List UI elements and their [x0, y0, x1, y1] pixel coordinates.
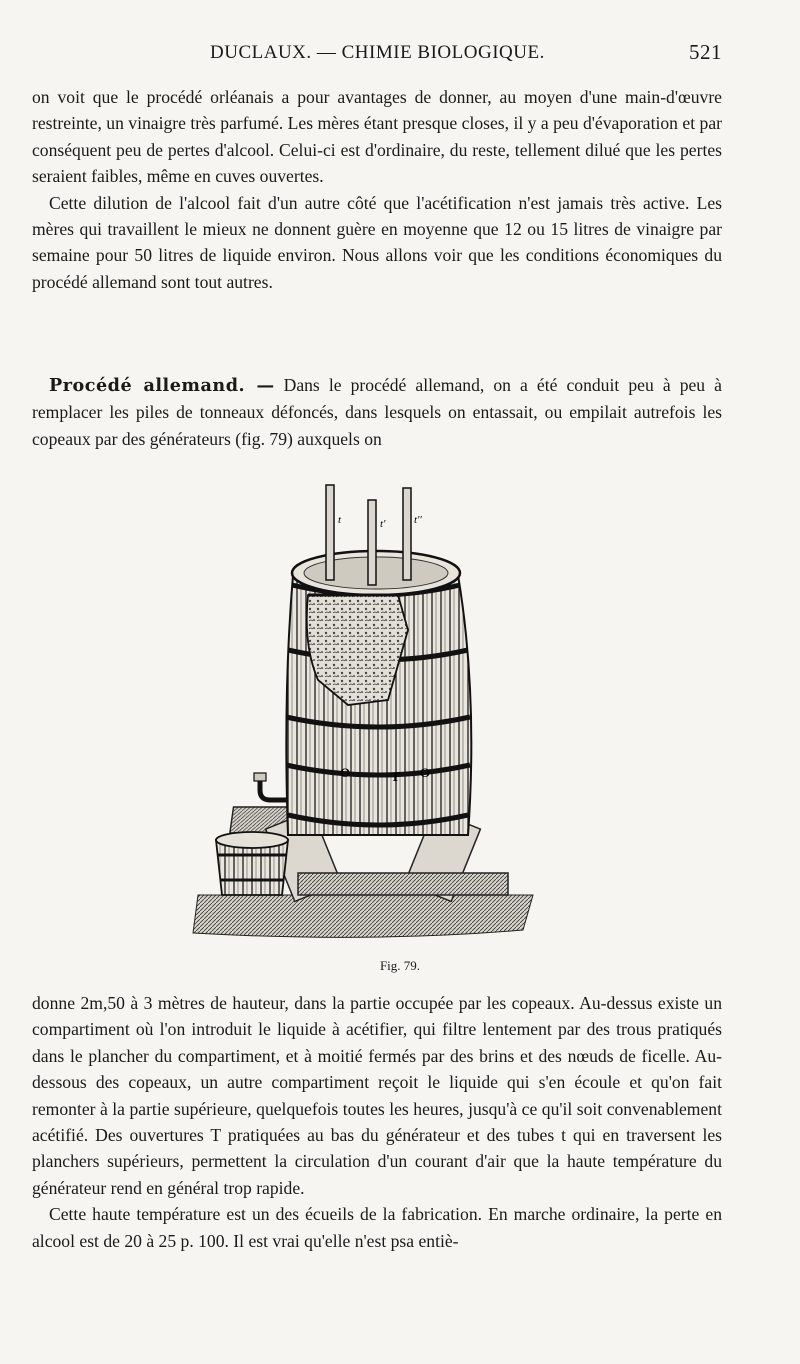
tube-label-t: t: [338, 514, 342, 526]
paragraph: donne 2m,50 à 3 mètres de hauteur, dans la partie occupée par les copeaux. Au-dessus existe un compartiment où l'on introduit le liquide à acétifier, qui filtre lentement par des trous pratiqués dans le plancher du compartiment, et à moitié fermés par des brins et des nœuds de ficelle. Au-dessous des copeaux, un autre compartiment reçoit le liquide qui s'en écoule et qu'on fait remonter à la partie supérieure, quelquefois toutes les heures, jusqu'à ce qu'il soit convenablement acétifié. Des ouvertures T pratiquées au bas du générateur et des tubes t qui en traversent les planchers supérieurs, permettent la circulation d'un courant d'air que la haute température du générateur rend en général trop rapide.: [32, 993, 722, 1198]
text-block-bottom: [32, 990, 722, 1254]
text-block-top: [32, 84, 722, 295]
generator-barrel-illustration: [188, 455, 538, 950]
figure-caption: Fig. 79.: [379, 958, 421, 973]
page-number: 521: [689, 40, 722, 64]
opening-label-o-left: O: [340, 765, 351, 780]
section-heading: Procédé allemand. —: [49, 375, 275, 396]
page-header: [32, 40, 722, 68]
tube-label-t-double-prime: t'': [414, 514, 422, 526]
paragraph: on voit que le procédé orléanais a pour avantages de donner, au moyen d'une main-d'œuvre restreinte, un vinaigre très parfumé. Les mères étant presque closes, il y a peu d'évaporation et par conséquent peu de pertes d'alcool. Celui-ci est d'ordinaire, du reste, tellement dilué que les pertes seraient faibles, même en cuves ouvertes.: [32, 87, 722, 187]
opening-label-o-right: O: [420, 765, 431, 780]
paragraph: Cette dilution de l'alcool fait d'un autre côté que l'acétification n'est jamais très active. Les mères qui travaillent le mieux ne donnent guère en moyenne que 12 ou 15 litres de vinaigre par semaine pour 50 litres de liquide environ. Nous allons voir que les conditions économiques du procédé allemand sont tout autres.: [32, 192, 722, 292]
tube-label-t-prime: t': [380, 518, 386, 530]
section-text: Dans le procédé allemand, on a été conduit peu à peu à remplacer les piles de tonneaux défoncés, dans lesquels on entassait, ou empilait autrefois les copeaux par des générateurs (fig. 79) auxquels on: [32, 375, 722, 449]
opening-label-t: T: [391, 769, 400, 784]
section-allemand: [32, 372, 722, 452]
running-title: DUCLAUX. — CHIMIE BIOLOGIQUE.: [210, 42, 545, 63]
paragraph: Cette haute température est un des écueils de la fabrication. En marche ordinaire, la perte en alcool est de 20 à 25 p. 100. Il est vrai qu'elle n'est psa entiè-: [32, 1204, 722, 1251]
paragraph: [32, 372, 722, 452]
